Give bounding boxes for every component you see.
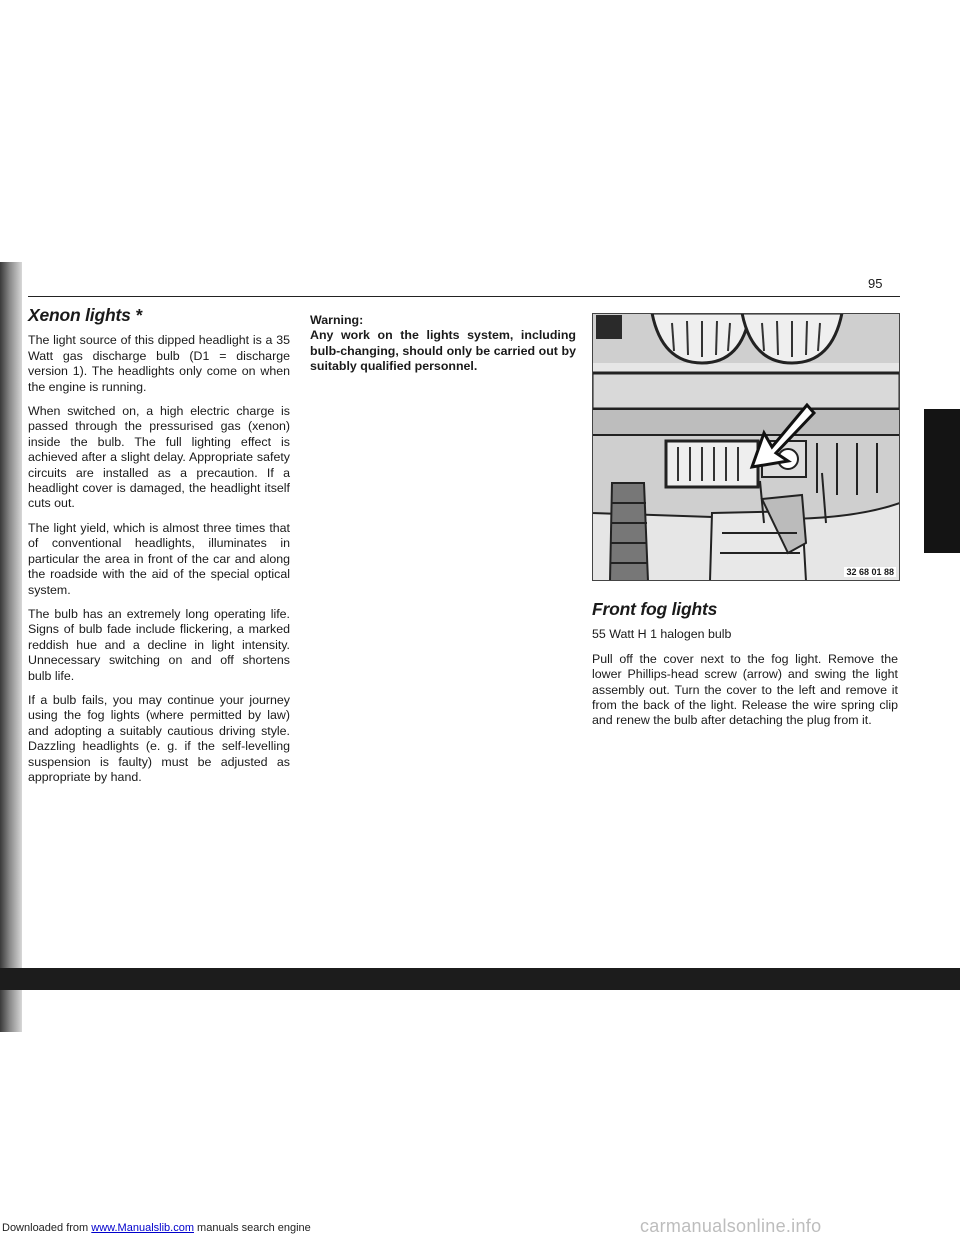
xenon-paragraph-2: When switched on, a high electric charge is passed through the pressurised gas (xenon) inside the bulb. The full lighting effect is achieved after a slight delay. Appropriate safety circuits are installed as a precaution. If a headlight cover is damaged, the headlight itself cuts out. bbox=[28, 404, 290, 511]
xenon-paragraph-4: The bulb has an extremely long operating life. Signs of bulb fade include flickering, a marked reddish hue and a decline in light intensity. Unnecessary switching on and off shortens bulb life. bbox=[28, 606, 290, 683]
section-thumb-tab bbox=[924, 409, 960, 553]
footer-link[interactable]: www.Manualslib.com bbox=[91, 1222, 194, 1234]
page-binding-edge bbox=[0, 262, 22, 1032]
fog-instructions: Pull off the cover next to the fog light. Remove the lower Phillips-head screw (arrow) and swing the light assembly out. Turn the cover to the left and remove it from the back of the light. Release the wire spring clip and renew the bulb after detaching the plug from it. bbox=[592, 651, 898, 728]
fog-bulb-spec: 55 Watt H 1 halogen bulb bbox=[592, 627, 732, 642]
fog-heading: Front fog lights bbox=[592, 599, 718, 619]
figure-code: 32 68 01 88 bbox=[846, 567, 894, 577]
fog-section bbox=[592, 599, 898, 738]
bottom-scan-band bbox=[0, 968, 960, 990]
warning-block bbox=[310, 313, 576, 375]
page-number: 95 bbox=[868, 276, 883, 291]
footer-prefix: Downloaded from bbox=[2, 1222, 92, 1234]
header-rule bbox=[28, 296, 900, 297]
download-footer bbox=[2, 1222, 311, 1234]
xenon-heading: Xenon lights * bbox=[28, 305, 142, 325]
watermark: carmanualsonline.info bbox=[640, 1216, 822, 1236]
warning-label: Warning: bbox=[310, 313, 364, 327]
xenon-paragraph-3: The light yield, which is almost three times that of conventional headlights, illuminates in particular the area in front of the car and along the roadside with the aid of the special optical system. bbox=[28, 520, 290, 597]
footer-suffix: manuals search engine bbox=[193, 1222, 311, 1234]
xenon-paragraph-5: If a bulb fails, you may continue your journey using the fog lights (where permitted by law) and adopting a suitably cautious driving style. Dazzling headlights (e. g. if the self-levelling suspension is faulty) must be adjusted as appropriate by hand. bbox=[28, 692, 290, 784]
xenon-paragraph-1: The light source of this dipped headlight is a 35 Watt gas discharge bulb (D1 = discharge version 1). The headlights only come on when the engine is running. bbox=[28, 333, 290, 394]
fog-light-illustration bbox=[592, 313, 900, 581]
fog-light-drawing bbox=[592, 313, 900, 581]
xenon-section bbox=[28, 305, 290, 794]
warning-text: Any work on the lights system, including bulb-changing, should only be carried out by suitably qualified personnel. bbox=[310, 328, 576, 374]
